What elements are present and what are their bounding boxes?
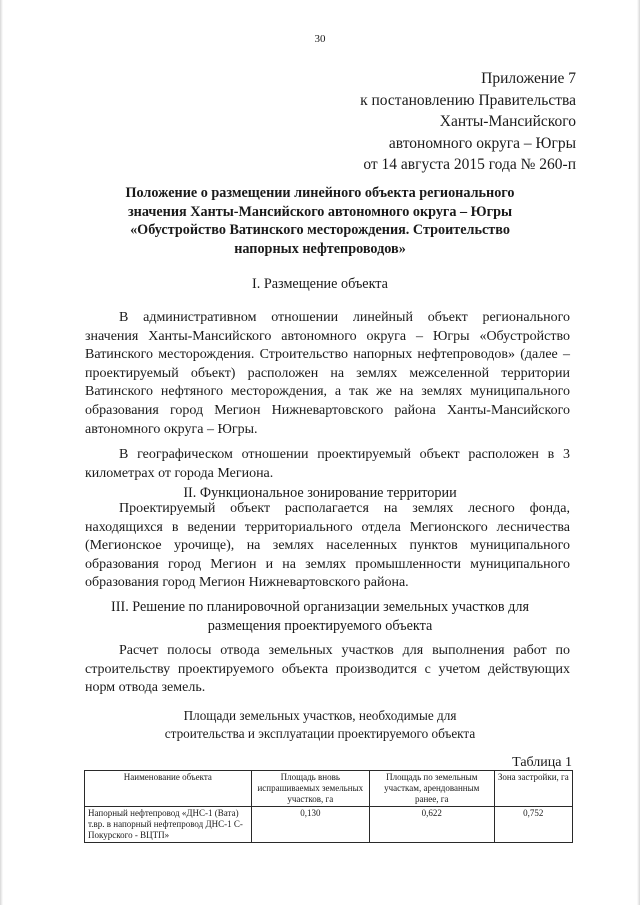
appendix-line: от 14 августа 2015 года № 260-п [363, 156, 576, 173]
paragraph-geographic: В географическом отношении проектируемый объект расположен в 3 километрах от города Мегиона. [85, 447, 570, 481]
appendix-line: Ханты-Мансийского [439, 113, 576, 130]
appendix-block [360, 68, 576, 176]
caption-line: строительства и эксплуатации проектируемого объекта [164, 725, 476, 741]
cell-object-name: Напорный нефтепровод «ДНС-1 (Вата) т.вр. в напорный нефтепровод ДНС-1 С-Покурского - ВЦТП» [85, 807, 252, 843]
document-title [70, 184, 570, 258]
appendix-line: автономного округа – Югры [388, 134, 576, 152]
heading-line: III. Решение по планировочной организации земельных участков для [111, 599, 529, 615]
title-line: «Обустройство Ватинского месторождения. Строительство [130, 222, 510, 239]
table-number: Таблица 1 [512, 755, 572, 770]
appendix-line: Приложение 7 [481, 70, 576, 87]
title-line: значения Ханты-Мансийского автономного округа – Югры [127, 203, 513, 220]
paragraph-zoning: Проектируемый объект располагается на землях лесного фонда, находящихся в ведении территориального отдела Мегионского лесничества (Мегионское урочище), на землях населенных пунктов муниципального образования город Мегион и на землях промышленности муниципального образования город Мегион Нижневартовского района. [85, 501, 570, 591]
header-rented-area: Площадь по земельным участкам, арендованным ранее, га [369, 771, 494, 807]
table-header-row [85, 771, 573, 807]
page-edge-left [0, 0, 3, 905]
title-line: Положение о размещении линейного объекта регионального [125, 185, 515, 201]
land-area-table [84, 770, 573, 843]
paragraph-planning: Расчет полосы отвода земельных участков для выполнения работ по строительству проектируемого объекта производится с учетом действующих норм отвода земель. [85, 643, 570, 696]
section-heading-zoning: II. Функциональное зонирование территории [183, 485, 457, 501]
heading-line: размещения проектируемого объекта [207, 617, 433, 634]
title-line: напорных нефтепроводов» [234, 240, 406, 257]
section-heading-planning [70, 598, 570, 635]
cell-rented-area: 0,622 [369, 807, 494, 843]
section-heading-placement: I. Размещение объекта [252, 276, 388, 292]
table-row [85, 807, 573, 843]
header-zone: Зона застройки, га [494, 771, 572, 807]
page-number: 30 [314, 33, 326, 45]
header-object-name: Наименование объекта [85, 771, 252, 807]
table-caption [90, 707, 550, 742]
appendix-line: к постановлению Правительства [360, 91, 576, 109]
cell-zone: 0,752 [494, 807, 572, 843]
paragraph-administrative: В административном отношении линейный объект регионального значения Ханты-Мансийского автономного округа – Югры «Обустройство Ватинского месторождения. Строительство напорных нефтепроводов» (далее – проектируемый объект) расположен на землях межселенной территории Ватинского нефтяного месторождения, а так же на землях муниципального образования город Мегион Нижневартовского района Ханты-Мансийского автономного округа – Югры. [85, 310, 570, 437]
header-new-area: Площадь вновь испрашиваемых земельных участков, га [251, 771, 369, 807]
caption-line: Площади земельных участков, необходимые для [183, 708, 457, 723]
cell-new-area: 0,130 [251, 807, 369, 843]
